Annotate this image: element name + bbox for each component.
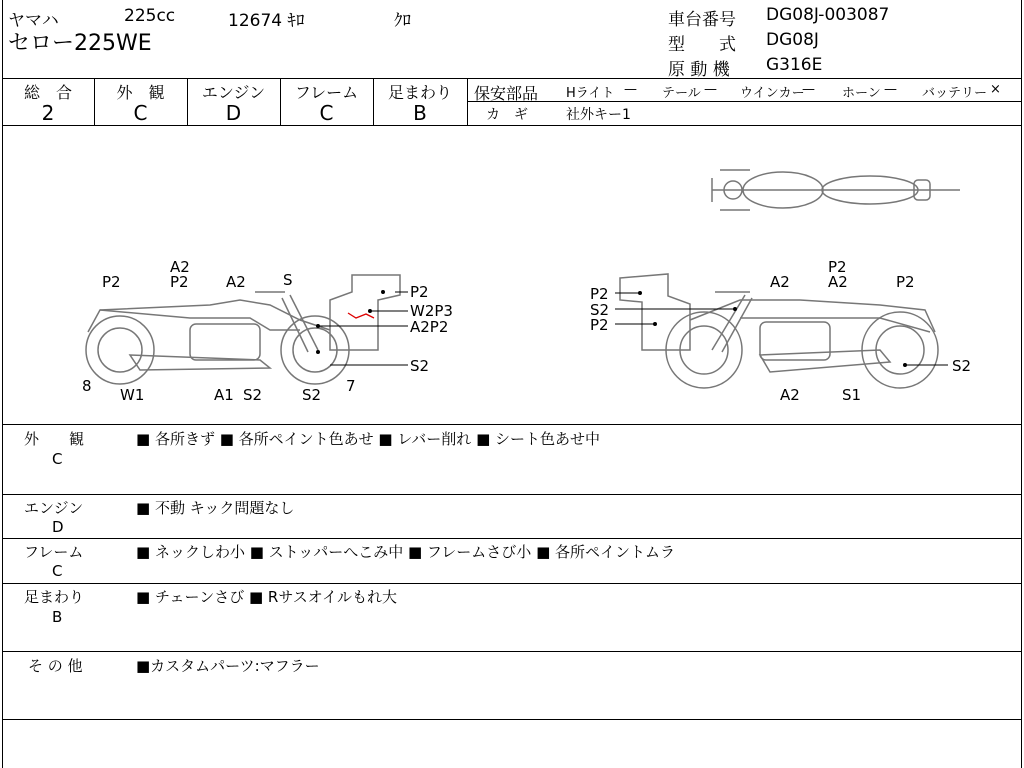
diagram-label: A2 (170, 258, 190, 276)
section-text-frame: ■ ネックしわ小 ■ ストッパーへこみ中 ■ フレームさび小 ■ 各所ペイントムラ (136, 543, 676, 561)
safety-item-winker: ウインカー (740, 86, 805, 101)
grade-label-engine: エンジン (201, 83, 266, 102)
right-side-bike-icon (620, 274, 938, 388)
section-label-exterior: 外 観 (24, 430, 85, 448)
safety-status-battery: × (990, 82, 1001, 97)
safety-item-headlight: Hライト (566, 86, 615, 101)
damage-mark (348, 313, 374, 318)
engine-label: 原 動 機 (668, 60, 730, 80)
diagram-label: A2 (780, 386, 800, 404)
diagram-label: S2 (410, 357, 430, 375)
diagram-label: W2P3 (410, 302, 453, 320)
diagram-label: A2 (828, 273, 848, 291)
safety-item-battery: バッテリー (922, 86, 988, 101)
section-label-suspension: 足まわり (24, 588, 85, 606)
diagram-label: P2 (590, 316, 609, 334)
section-text-engine: ■ 不動 キック問題なし (136, 499, 295, 517)
safety-status-horn: — (884, 82, 897, 97)
type-value: DG08J (766, 30, 819, 50)
grade-label-overall: 総 合 (23, 83, 72, 102)
diagram-label: P2 (828, 258, 847, 276)
divider (2, 651, 1022, 652)
maker: ヤマハ (8, 11, 59, 31)
diagram-label: P2 (410, 283, 429, 301)
diagram-label: P2 (170, 273, 189, 291)
mileage: 12674 ｷﾛ (228, 11, 305, 31)
frame-no-label: 車台番号 (668, 10, 736, 30)
key-label: カ ギ (486, 107, 528, 123)
divider (2, 494, 1022, 495)
diagram-label: S2 (952, 357, 972, 375)
safety-status-winker: — (802, 82, 815, 97)
grade-value-suspension: B (413, 101, 427, 125)
diagram-label: P2 (102, 273, 121, 291)
safety-item-tail: テール (662, 86, 701, 101)
diagram-label: A2P2 (410, 318, 449, 336)
engine-value: G316E (766, 55, 823, 75)
diagram-label: 7 (346, 377, 356, 395)
section-label-frame: フレーム (24, 543, 84, 561)
grade-label-frame: フレーム (294, 83, 359, 102)
diagram-label: A2 (770, 273, 790, 291)
diagram-label: 8 (82, 377, 92, 395)
diagram-label: A2 (226, 273, 246, 291)
divider (2, 538, 1022, 539)
safety-item-horn: ホーン (842, 86, 881, 101)
diagram-label: P2 (590, 285, 609, 303)
divider (2, 719, 1022, 720)
section-text-suspension: ■ チェーンさび ■ Rサスオイルもれ大 (136, 588, 397, 606)
grade-value-engine: D (225, 101, 242, 125)
safety-label: 保安部品 (474, 84, 539, 103)
grade-label-suspension: 足まわり (387, 83, 452, 102)
grade-value-exterior: C (133, 101, 148, 125)
diagram-label: A1 (214, 386, 234, 404)
diagram-label: S (283, 271, 293, 289)
section-label-engine: エンジン (24, 499, 84, 517)
diagram-label: S2 (302, 386, 322, 404)
diagram-label: W1 (120, 386, 145, 404)
section-grade-engine: D (52, 518, 64, 536)
displacement: 225cc (124, 6, 176, 26)
diagram-label: P2 (896, 273, 915, 291)
safety-status-tail: — (704, 82, 717, 97)
left-side-bike-icon (86, 275, 400, 384)
key-value: 社外キー1 (566, 107, 631, 123)
section-grade-suspension: B (52, 608, 63, 626)
grade-value-overall: 2 (41, 101, 55, 125)
type-label: 型 式 (668, 35, 736, 55)
safety-status-headlight: — (624, 82, 637, 97)
divider (2, 583, 1022, 584)
diagram-label: S1 (842, 386, 862, 404)
section-label-other: そ の 他 (28, 657, 83, 675)
diagram-label: S2 (243, 386, 263, 404)
section-grade-frame: C (52, 562, 63, 580)
frame-no: DG08J-003087 (766, 5, 890, 25)
grade-value-frame: C (319, 101, 334, 125)
top-view-bike-icon (712, 170, 960, 210)
model-name: セロー225WE (8, 31, 152, 56)
section-text-exterior: ■ 各所きず ■ 各所ペイント色あせ ■ レバー削れ ■ シート色あせ中 (136, 430, 601, 448)
section-grade-exterior: C (52, 450, 63, 468)
section-text-other: ■カスタムパーツ:マフラー (136, 657, 320, 675)
diagram-label: S2 (590, 301, 610, 319)
grade-label-exterior: 外 観 (116, 83, 165, 102)
color: ｸﾛ (394, 11, 411, 31)
